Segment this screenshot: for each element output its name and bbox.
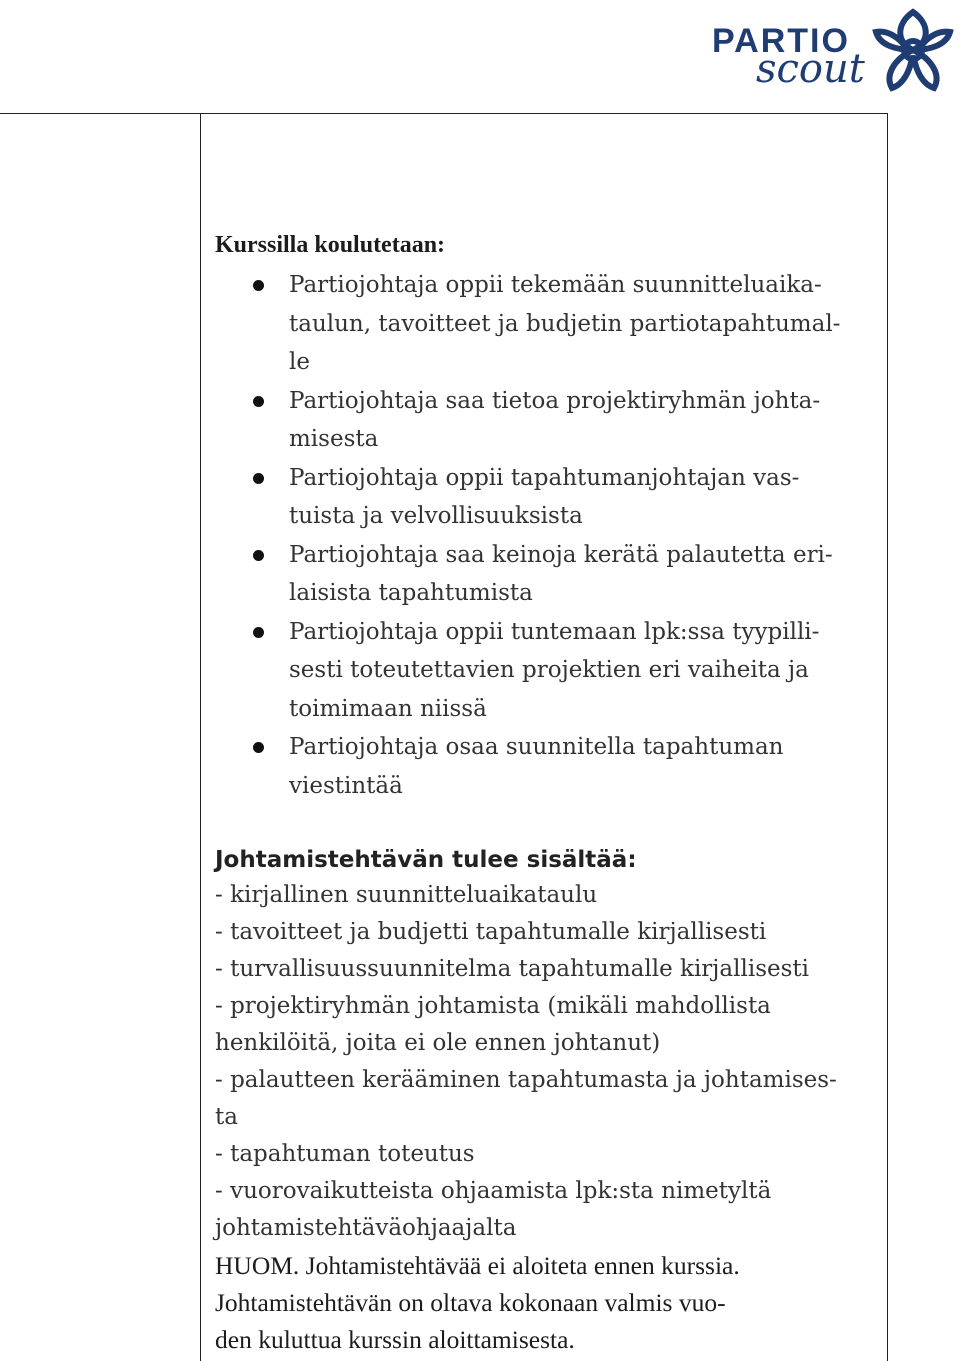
table-left-column xyxy=(0,113,200,1361)
bullet-icon xyxy=(253,550,264,561)
note-line: Johtamistehtävän on oltava kokonaan valmis vuo- xyxy=(215,1288,726,1317)
bullet-icon xyxy=(253,396,264,407)
list-item-line: Partiojohtaja oppii tuntemaan lpk:ssa tyypilli- xyxy=(289,618,820,645)
list-item-line: misesta xyxy=(289,426,379,452)
list-item xyxy=(215,459,875,536)
requirement-line: - projektiryhmän johtamista (mikäli mahdollista xyxy=(215,993,771,1019)
requirement-line: - turvallisuussuunnitelma tapahtumalle kirjallisesti xyxy=(215,956,810,982)
list-item-line: sesti toteutettavien projektien eri vaiheita ja xyxy=(289,657,809,683)
note-block xyxy=(215,1247,875,1358)
list-item xyxy=(215,536,875,613)
partio-scout-logo xyxy=(706,2,960,98)
scout-fleur-de-lis-icon xyxy=(866,2,960,98)
list-item-line: le xyxy=(289,349,310,375)
logo-scout-text: scout xyxy=(756,46,865,92)
bullet-icon xyxy=(253,473,264,484)
course-topics-list xyxy=(215,266,875,805)
requirement-line: henkilöitä, joita ei ole ennen johtanut) xyxy=(215,1030,661,1056)
course-content xyxy=(215,230,875,1358)
list-item xyxy=(215,728,875,805)
list-item-line: laisista tapahtumista xyxy=(289,580,533,606)
table-main-column xyxy=(200,113,888,1361)
list-item-line: Partiojohtaja saa keinoja kerätä palautetta eri- xyxy=(289,541,833,568)
list-item-line: viestintää xyxy=(289,772,403,799)
list-item-line: toimimaan niissä xyxy=(289,695,487,722)
list-item-line: Partiojohtaja oppii tekemään suunnitteluaika- xyxy=(289,272,822,298)
bullet-icon xyxy=(253,280,264,291)
bullet-icon xyxy=(253,742,264,753)
list-item-line: tuista ja velvollisuuksista xyxy=(289,503,583,529)
logo-partio-text: PARTIO xyxy=(712,22,850,60)
note-line: den kuluttua kurssin aloittamisesta. xyxy=(215,1325,575,1354)
list-item-line: Partiojohtaja osaa suunnitella tapahtuman xyxy=(289,734,784,760)
note-line: HUOM. Johtamistehtävää ei aloiteta ennen kurssia. xyxy=(215,1251,740,1280)
list-item xyxy=(215,266,875,382)
task-requirements xyxy=(215,877,875,1247)
requirement-line: - vuorovaikutteista ohjaamista lpk:sta nimetyltä xyxy=(215,1178,772,1204)
list-item-line: Partiojohtaja saa tietoa projektiryhmän johta- xyxy=(289,387,821,414)
bullet-icon xyxy=(253,627,264,638)
course-heading: Kurssilla koulutetaan: xyxy=(215,232,446,258)
requirement-line: johtamistehtäväohjaajalta xyxy=(215,1215,517,1241)
list-item xyxy=(215,382,875,459)
list-item-line: taulun, tavoitteet ja budjetin partiotapahtumal- xyxy=(289,310,841,337)
list-item xyxy=(215,613,875,729)
requirement-line: - kirjallinen suunnitteluaikataulu xyxy=(215,882,598,908)
requirement-line: ta xyxy=(215,1104,238,1130)
requirement-line: - tapahtuman toteutus xyxy=(215,1141,475,1167)
list-item-line: Partiojohtaja oppii tapahtumanjohtajan vas- xyxy=(289,464,800,491)
requirement-line: - palautteen kerääminen tapahtumasta ja johtamises- xyxy=(215,1067,837,1093)
task-heading: Johtamistehtävän tulee sisältää: xyxy=(215,847,637,873)
requirement-line: - tavoitteet ja budjetti tapahtumalle kirjallisesti xyxy=(215,919,767,945)
